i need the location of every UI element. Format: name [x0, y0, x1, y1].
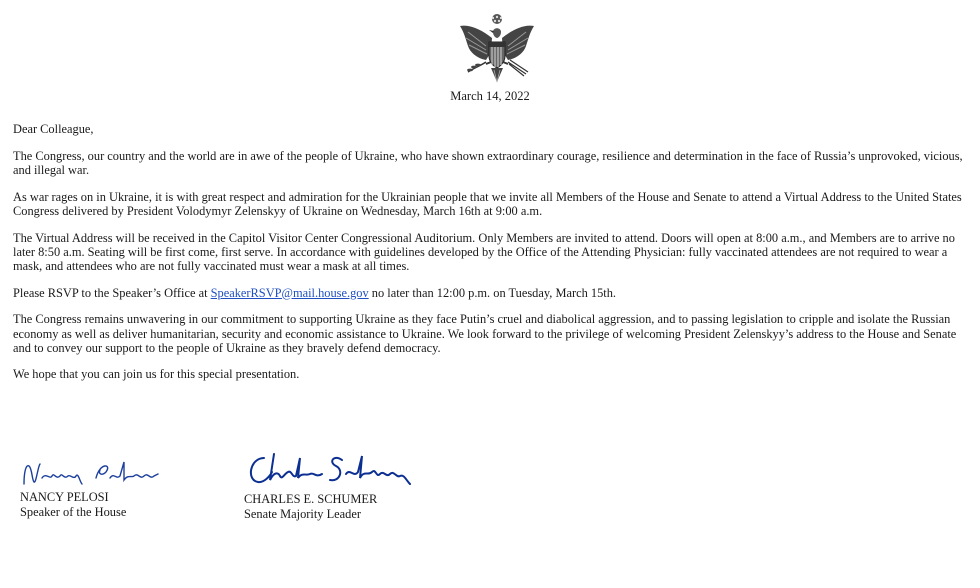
signer-name-pelosi: NANCY PELOSI	[20, 490, 109, 504]
signer-title-pelosi: Speaker of the House	[20, 505, 127, 519]
salutation: Dear Colleague,	[13, 122, 94, 136]
signature-pelosi	[20, 458, 180, 490]
paragraph-rsvp	[13, 286, 973, 300]
rsvp-text-before: Please RSVP to the Speaker’s Office at	[13, 285, 211, 300]
rsvp-email-link[interactable]: SpeakerRSVP@mail.house.gov	[210, 285, 369, 300]
paragraph-1: The Congress, our country and the world are in awe of the people of Ukraine, who have shown extraordinary courage, resilience and determination in the face of Russia’s unprovoked, vicious, and illegal war.	[13, 148, 963, 177]
great-seal-eagle-icon	[456, 12, 538, 90]
paragraph-5: The Congress remains unwavering in our commitment to supporting Ukraine as they face Putin’s cruel and diabolical aggression, and to passing legislation to cripple and isolate the Russian economy as well as deliver humanitarian, security and economic assistance to Ukraine. We look forward to the privilege of welcoming President Zelenskyy’s address to the House and Senate and to convey our support to the people of Ukraine as they bravely defend democracy.	[13, 312, 957, 355]
closing-line: We hope that you can join us for this special presentation.	[13, 367, 300, 382]
signature-block-schumer	[244, 450, 414, 522]
paragraph-3: The Virtual Address will be received in the Capitol Visitor Center Congressional Auditorium. Only Members are invited to attend. Doors will open at 8:00 a.m., and Members are to arrive no later 8:50 a.m. Seating will be first come, first serve. In accordance with guidelines developed by the Office of the Attending Physician: fully vaccinated attendees are not required to wear a mask, and attendees who are not fully vaccinated must wear a mask at all times.	[13, 230, 955, 273]
letter-date: March 14, 2022	[450, 89, 530, 103]
signature-schumer	[244, 450, 414, 492]
letter-body	[13, 122, 973, 394]
paragraph-2: As war rages on in Ukraine, it is with great respect and admiration for the Ukrainian people that we invite all Members of the House and Senate to attend a Virtual Address to the United States Congress delivered by President Volodymyr Zelenskyy of Ukraine on Wednesday, March 16th at 9:00 a.m.	[13, 189, 962, 218]
signature-block-pelosi	[20, 458, 180, 520]
rsvp-text-after: no later than 12:00 p.m. on Tuesday, March 15th.	[368, 285, 616, 300]
signer-title-schumer: Senate Majority Leader	[244, 507, 361, 521]
signer-name-schumer: CHARLES E. SCHUMER	[244, 492, 378, 506]
